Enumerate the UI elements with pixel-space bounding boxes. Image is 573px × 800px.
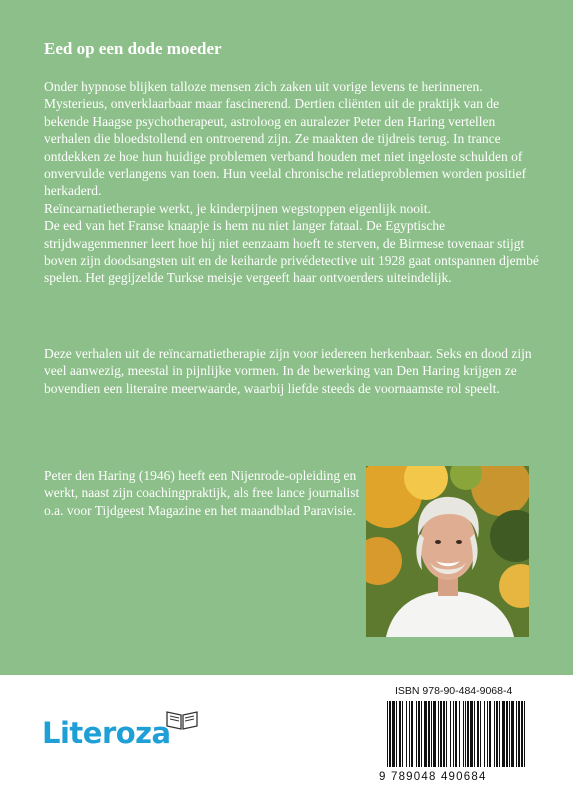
barcode-bar: [421, 701, 422, 767]
isbn-label: ISBN 978-90-484-9068-4: [395, 685, 513, 697]
publisher-logo: [42, 710, 199, 750]
barcode-bar: [511, 701, 514, 767]
barcode-bar: [506, 701, 508, 767]
barcode-bar: [474, 701, 475, 767]
barcode-bar: [453, 701, 454, 767]
barcode-bar: [418, 701, 420, 767]
barcode-bar: [518, 701, 520, 767]
blurb-reincarnatie-line: Reïncarnatietherapie werkt, je kinderpijnen wegstoppen eigenlijk nooit.: [44, 200, 431, 216]
open-book-icon: [165, 710, 199, 730]
author-portrait-image: [366, 466, 529, 637]
barcode-bar: [496, 701, 498, 767]
barcode-bar: [416, 701, 417, 767]
barcode-bar: [450, 701, 451, 767]
barcode-bar: [465, 701, 466, 767]
barcode-bars: [385, 701, 527, 771]
barcode-number: 9 789048 490684: [379, 771, 487, 783]
barcode-bar: [411, 701, 413, 767]
barcode-block: [379, 685, 531, 785]
barcode-bar: [489, 701, 491, 767]
barcode-bar: [480, 701, 481, 767]
barcode-bar: [502, 701, 505, 767]
barcode-bar: [494, 701, 495, 767]
barcode-bar: [487, 701, 488, 767]
barcode-bar: [409, 701, 410, 767]
barcode-bar: [455, 701, 457, 767]
barcode-bar: [438, 701, 439, 767]
barcode-bar: [431, 701, 432, 767]
barcode-bar: [509, 701, 510, 767]
author-photo: [366, 466, 529, 637]
blurb-intro: Onder hypnose blijken talloze mensen zich zaken uit vorige levens te herinneren. Mysterieus, onverklaarbaar maar fascinerend. Dertien cliënten uit de praktijk van de bekende Haagse psychotherapeut, astroloog en auralezer Peter den Haring vertellen verhalen die bloedstollend en ontroerend zijn. Ze maakten de tijdreis terug. In trance ontdekken ze hoe hun huidige problemen verband houden met niet ingeloste schulden of onvervulde verlangens van toen. Hun veelal chronische relatieproblemen worden positief herkaderd.: [44, 79, 527, 199]
barcode-bar: [499, 701, 500, 767]
barcode-bar: [446, 701, 447, 767]
barcode-bar: [484, 701, 485, 767]
barcode-bar: [389, 701, 391, 767]
barcode-bar: [424, 701, 427, 767]
barcode-bar: [443, 701, 445, 767]
barcode-bar: [516, 701, 517, 767]
barcode-bar: [521, 701, 523, 767]
barcode-bar: [402, 701, 403, 767]
publisher-name: Literoza: [42, 716, 171, 750]
barcode-bar: [470, 701, 473, 767]
author-bio: Peter den Haring (1946) heeft een Nijenrode-opleiding en werkt, naast zijn coachingpraktijk, als free lance journalist o.a. voor Tijdgeest Magazine en het maandblad Paravisie.: [44, 468, 360, 518]
barcode-bar: [433, 701, 436, 767]
blurb-paragraph-1: [44, 78, 544, 287]
barcode-bar: [459, 701, 460, 767]
barcode-bar: [399, 701, 401, 767]
blurb-paragraph-2: Deze verhalen uit de reïncarnatietherapie zijn voor iedereen herkenbaar. Seks en dood zijn veel aanwezig, meestal in pijnlijke vormen. In de bewerking van Den Haring krijgen ze bovendien een literaire meerwaarde, waarbij liefde steeds de voornaamste rol speelt.: [44, 346, 532, 396]
barcode-bar: [467, 701, 469, 767]
barcode-bar: [392, 701, 395, 767]
barcode-bar: [406, 701, 407, 767]
barcode-bar: [440, 701, 442, 767]
barcode-bar: [477, 701, 479, 767]
barcode-bar: [524, 701, 525, 767]
barcode-bar: [463, 701, 464, 767]
barcode-bar: [396, 701, 397, 767]
barcode-bar: [428, 701, 430, 767]
barcode-bar: [387, 701, 388, 767]
blurb-stories: De eed van het Franse knaapje is hem nu niet langer fataal. De Egyptische strijdwagenmenner leert hoe hij niet eenzaam hoeft te sterven, de Birmese tovenaar stijgt boven zijn doodsangsten uit en de keiharde privédetective uit 1928 gaat ontspannen djembé spelen. Het gegijzelde Turkse meisje vergeeft haar ontvoerders uiteindelijk.: [44, 218, 539, 286]
book-title: Eed op een dode moeder: [44, 39, 222, 58]
